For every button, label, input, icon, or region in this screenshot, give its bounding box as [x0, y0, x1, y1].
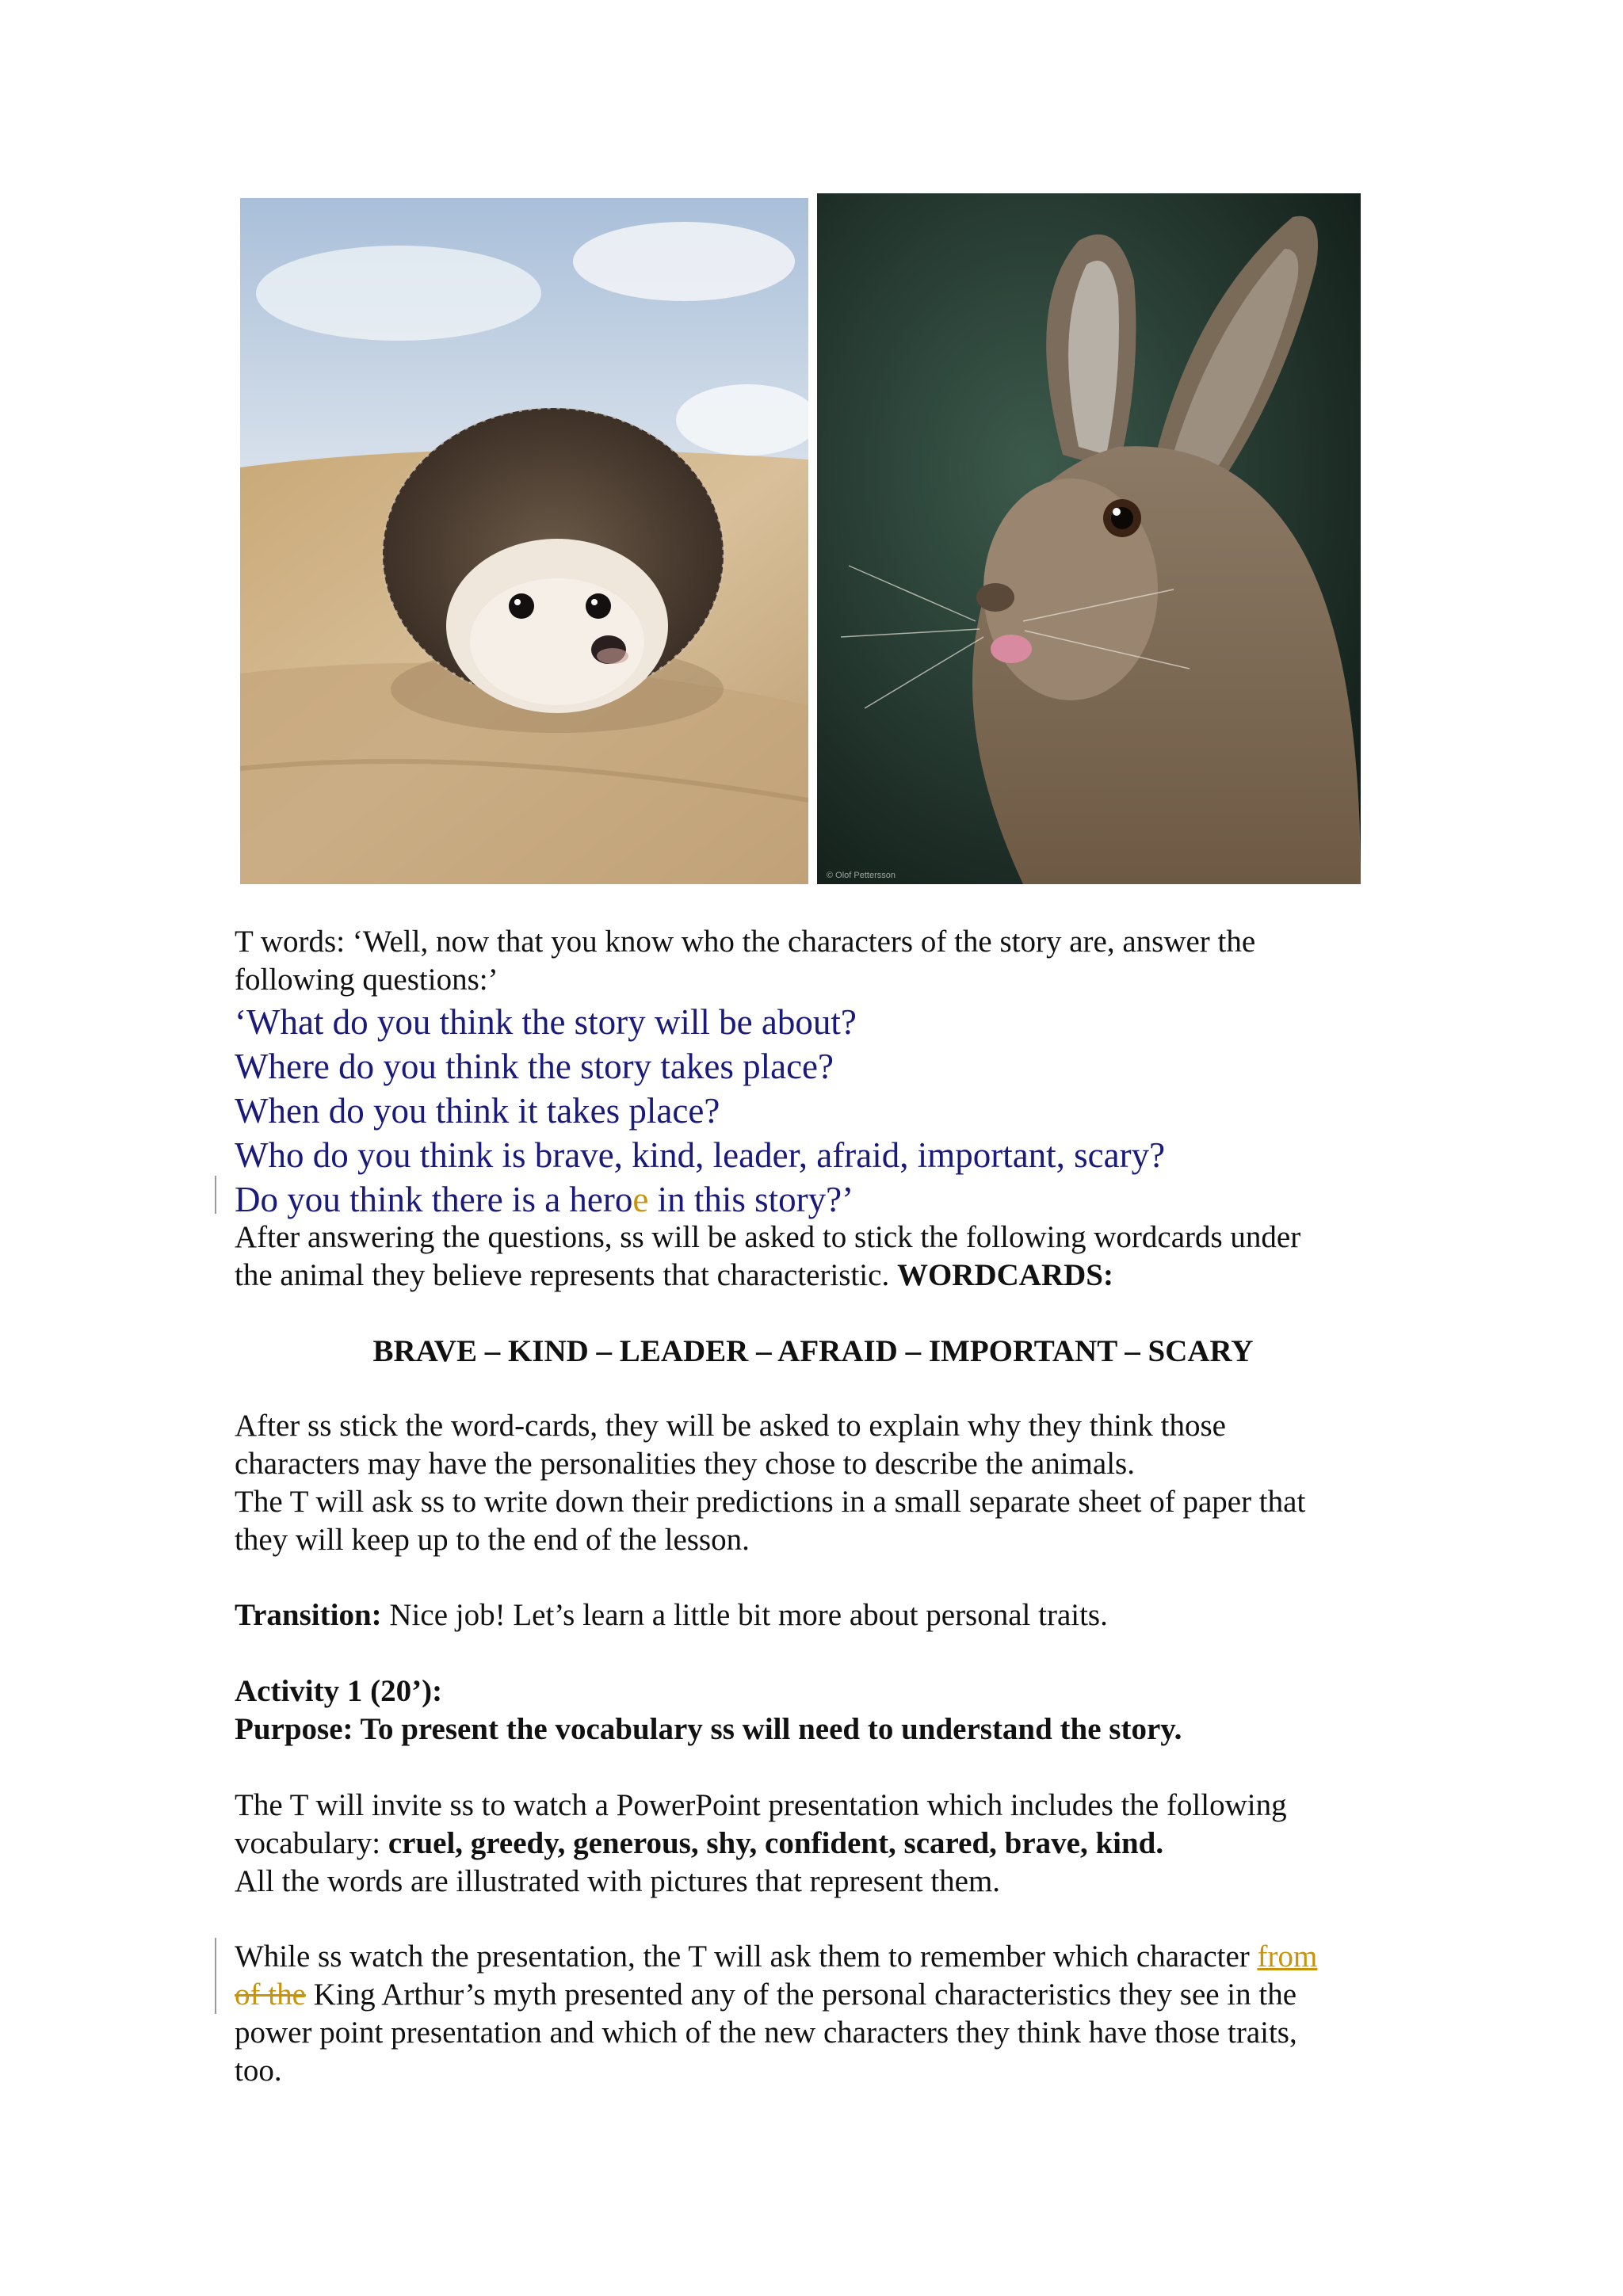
- activity-heading: Activity 1 (20’):: [235, 1674, 443, 1708]
- hedgehog-photo: [240, 198, 808, 884]
- question-5-text-b: in this story?’: [648, 1180, 854, 1219]
- transition-label: Transition:: [235, 1598, 382, 1632]
- after-questions-line-2-text: the animal they believe represents that characteristic.: [235, 1258, 897, 1292]
- intro-paragraph: [235, 923, 1392, 999]
- while-watch-line-1: [235, 1938, 1392, 1976]
- wordcards-list: BRAVE – KIND – LEADER – AFRAID – IMPORTANT – SCARY: [372, 1334, 1254, 1368]
- explain-line-2: characters may have the personalities they chose to describe the animals.: [235, 1447, 1135, 1481]
- powerpoint-line-2-text: vocabulary:: [235, 1826, 388, 1860]
- transition-line: [235, 1596, 1392, 1634]
- after-questions-paragraph: [235, 1219, 1392, 1295]
- hare-photo: [817, 193, 1361, 884]
- tracked-insertion-from: from: [1257, 1939, 1318, 1974]
- transition-text: Nice job! Let’s learn a little bit more about personal traits.: [381, 1598, 1108, 1632]
- powerpoint-paragraph: [235, 1787, 1392, 1901]
- powerpoint-line-3: All the words are illustrated with pictures that represent them.: [235, 1864, 1001, 1898]
- questions-list: [235, 1000, 1392, 1222]
- question-2: Where do you think the story takes place?: [235, 1047, 834, 1086]
- while-watch-line-2-text: King Arthur’s myth presented any of the personal characteristics they see in the: [305, 1978, 1297, 2012]
- vocabulary-list: cruel, greedy, generous, shy, confident, scared, brave, kind.: [388, 1826, 1164, 1860]
- while-watch-line-3: power point presentation and which of the new characters they think have those traits,: [235, 2016, 1297, 2050]
- explain-line-4: they will keep up to the end of the lesson.: [235, 1523, 750, 1557]
- activity-heading-block: [235, 1672, 1392, 1749]
- while-watch-line-1-text: While ss watch the presentation, the T will ask them to remember which character: [235, 1939, 1258, 1974]
- tracked-insertion: e: [632, 1180, 649, 1219]
- powerpoint-line-2: [235, 1825, 1392, 1863]
- transition-paragraph: [235, 1596, 1392, 1634]
- while-watch-paragraph: [235, 1938, 1392, 2090]
- question-3: When do you think it takes place?: [235, 1091, 720, 1131]
- tracked-deletion-of-the: of the: [235, 1978, 306, 2012]
- while-watch-line-2: [235, 1976, 1392, 2014]
- wordcards-line: [235, 1333, 1392, 1371]
- change-bar: [215, 1176, 216, 1214]
- question-4: Who do you think is brave, kind, leader, afraid, important, scary?: [235, 1135, 1166, 1175]
- wordcards-label: WORDCARDS:: [896, 1258, 1113, 1292]
- change-bar-2: [215, 1938, 216, 2014]
- explain-line-3: The T will ask ss to write down their predictions in a small separate sheet of paper that: [235, 1485, 1306, 1519]
- after-questions-line-2: [235, 1257, 1392, 1295]
- explain-paragraph: [235, 1407, 1392, 1559]
- after-questions-line-1: After answering the questions, ss will be asked to stick the following wordcards under: [235, 1220, 1301, 1254]
- intro-line-1: T words: ‘Well, now that you know who the characters of the story are, answer the: [235, 925, 1256, 959]
- powerpoint-line-1: The T will invite ss to watch a PowerPoint presentation which includes the following: [235, 1788, 1287, 1822]
- photo-credit: © Olof Pettersson: [827, 871, 896, 880]
- while-watch-line-4: too.: [235, 2054, 282, 2088]
- question-5-text-a: Do you think there is a hero: [235, 1180, 633, 1219]
- intro-line-2: following questions:’: [235, 963, 498, 997]
- question-1: ‘What do you think the story will be about?: [235, 1002, 857, 1042]
- activity-purpose: Purpose: To present the vocabulary ss will need to understand the story.: [235, 1712, 1182, 1746]
- question-5: [235, 1177, 1392, 1222]
- explain-line-1: After ss stick the word-cards, they will be asked to explain why they think those: [235, 1409, 1226, 1443]
